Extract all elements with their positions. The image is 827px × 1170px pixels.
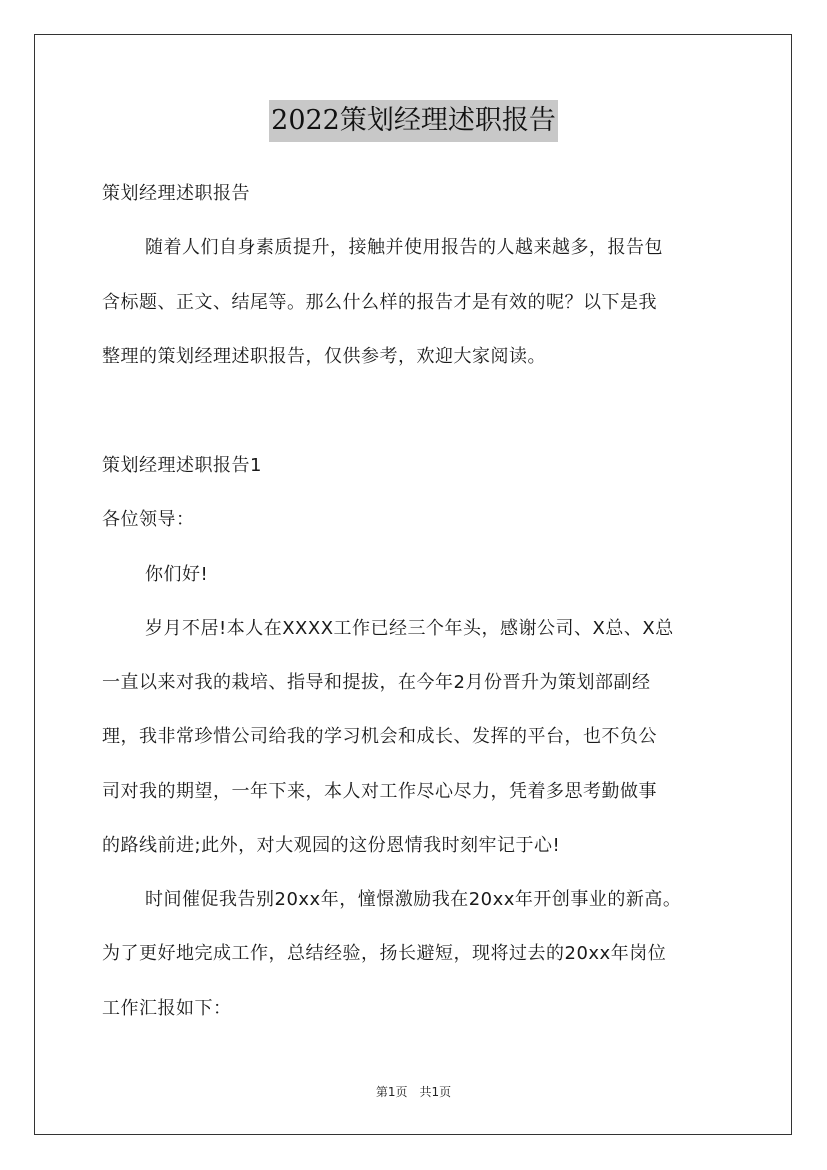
greeting: 你们好! bbox=[145, 564, 209, 585]
title-container bbox=[0, 100, 827, 142]
salutation: 各位领导： bbox=[102, 509, 195, 530]
para1-line-1: 岁月不居!本人在XXXX工作已经三个年头，感谢公司、X总、X总 bbox=[145, 618, 674, 639]
para2-line-3: 工作汇报如下： bbox=[102, 998, 232, 1019]
intro-line-2: 含标题、正文、结尾等。那么什么样的报告才是有效的呢？以下是我 bbox=[102, 292, 657, 313]
para1-line-3: 理，我非常珍惜公司给我的学习机会和成长、发挥的平台，也不负公 bbox=[102, 726, 657, 747]
para1-line-4: 司对我的期望，一年下来，本人对工作尽心尽力，凭着多思考勤做事 bbox=[102, 781, 657, 802]
document-subtitle: 策划经理述职报告 bbox=[102, 183, 250, 204]
document-title: 2022策划经理述职报告 bbox=[269, 100, 558, 142]
section-heading: 策划经理述职报告1 bbox=[102, 455, 262, 476]
para2-line-2: 为了更好地完成工作，总结经验，扬长避短，现将过去的20xx年岗位 bbox=[102, 943, 667, 964]
intro-line-3: 整理的策划经理述职报告，仅供参考，欢迎大家阅读。 bbox=[102, 346, 546, 367]
para1-line-2: 一直以来对我的栽培、指导和提拔，在今年2月份晋升为策划部副经 bbox=[102, 672, 651, 693]
intro-line-1: 随着人们自身素质提升，接触并使用报告的人越来越多，报告包 bbox=[145, 237, 663, 258]
page-footer: 第1页 共1页 bbox=[375, 1085, 452, 1099]
para2-line-1: 时间催促我告别20xx年，憧憬激励我在20xx年开创事业的新高。 bbox=[145, 889, 682, 910]
para1-line-5: 的路线前进;此外，对大观园的这份恩情我时刻牢记于心! bbox=[102, 835, 561, 856]
